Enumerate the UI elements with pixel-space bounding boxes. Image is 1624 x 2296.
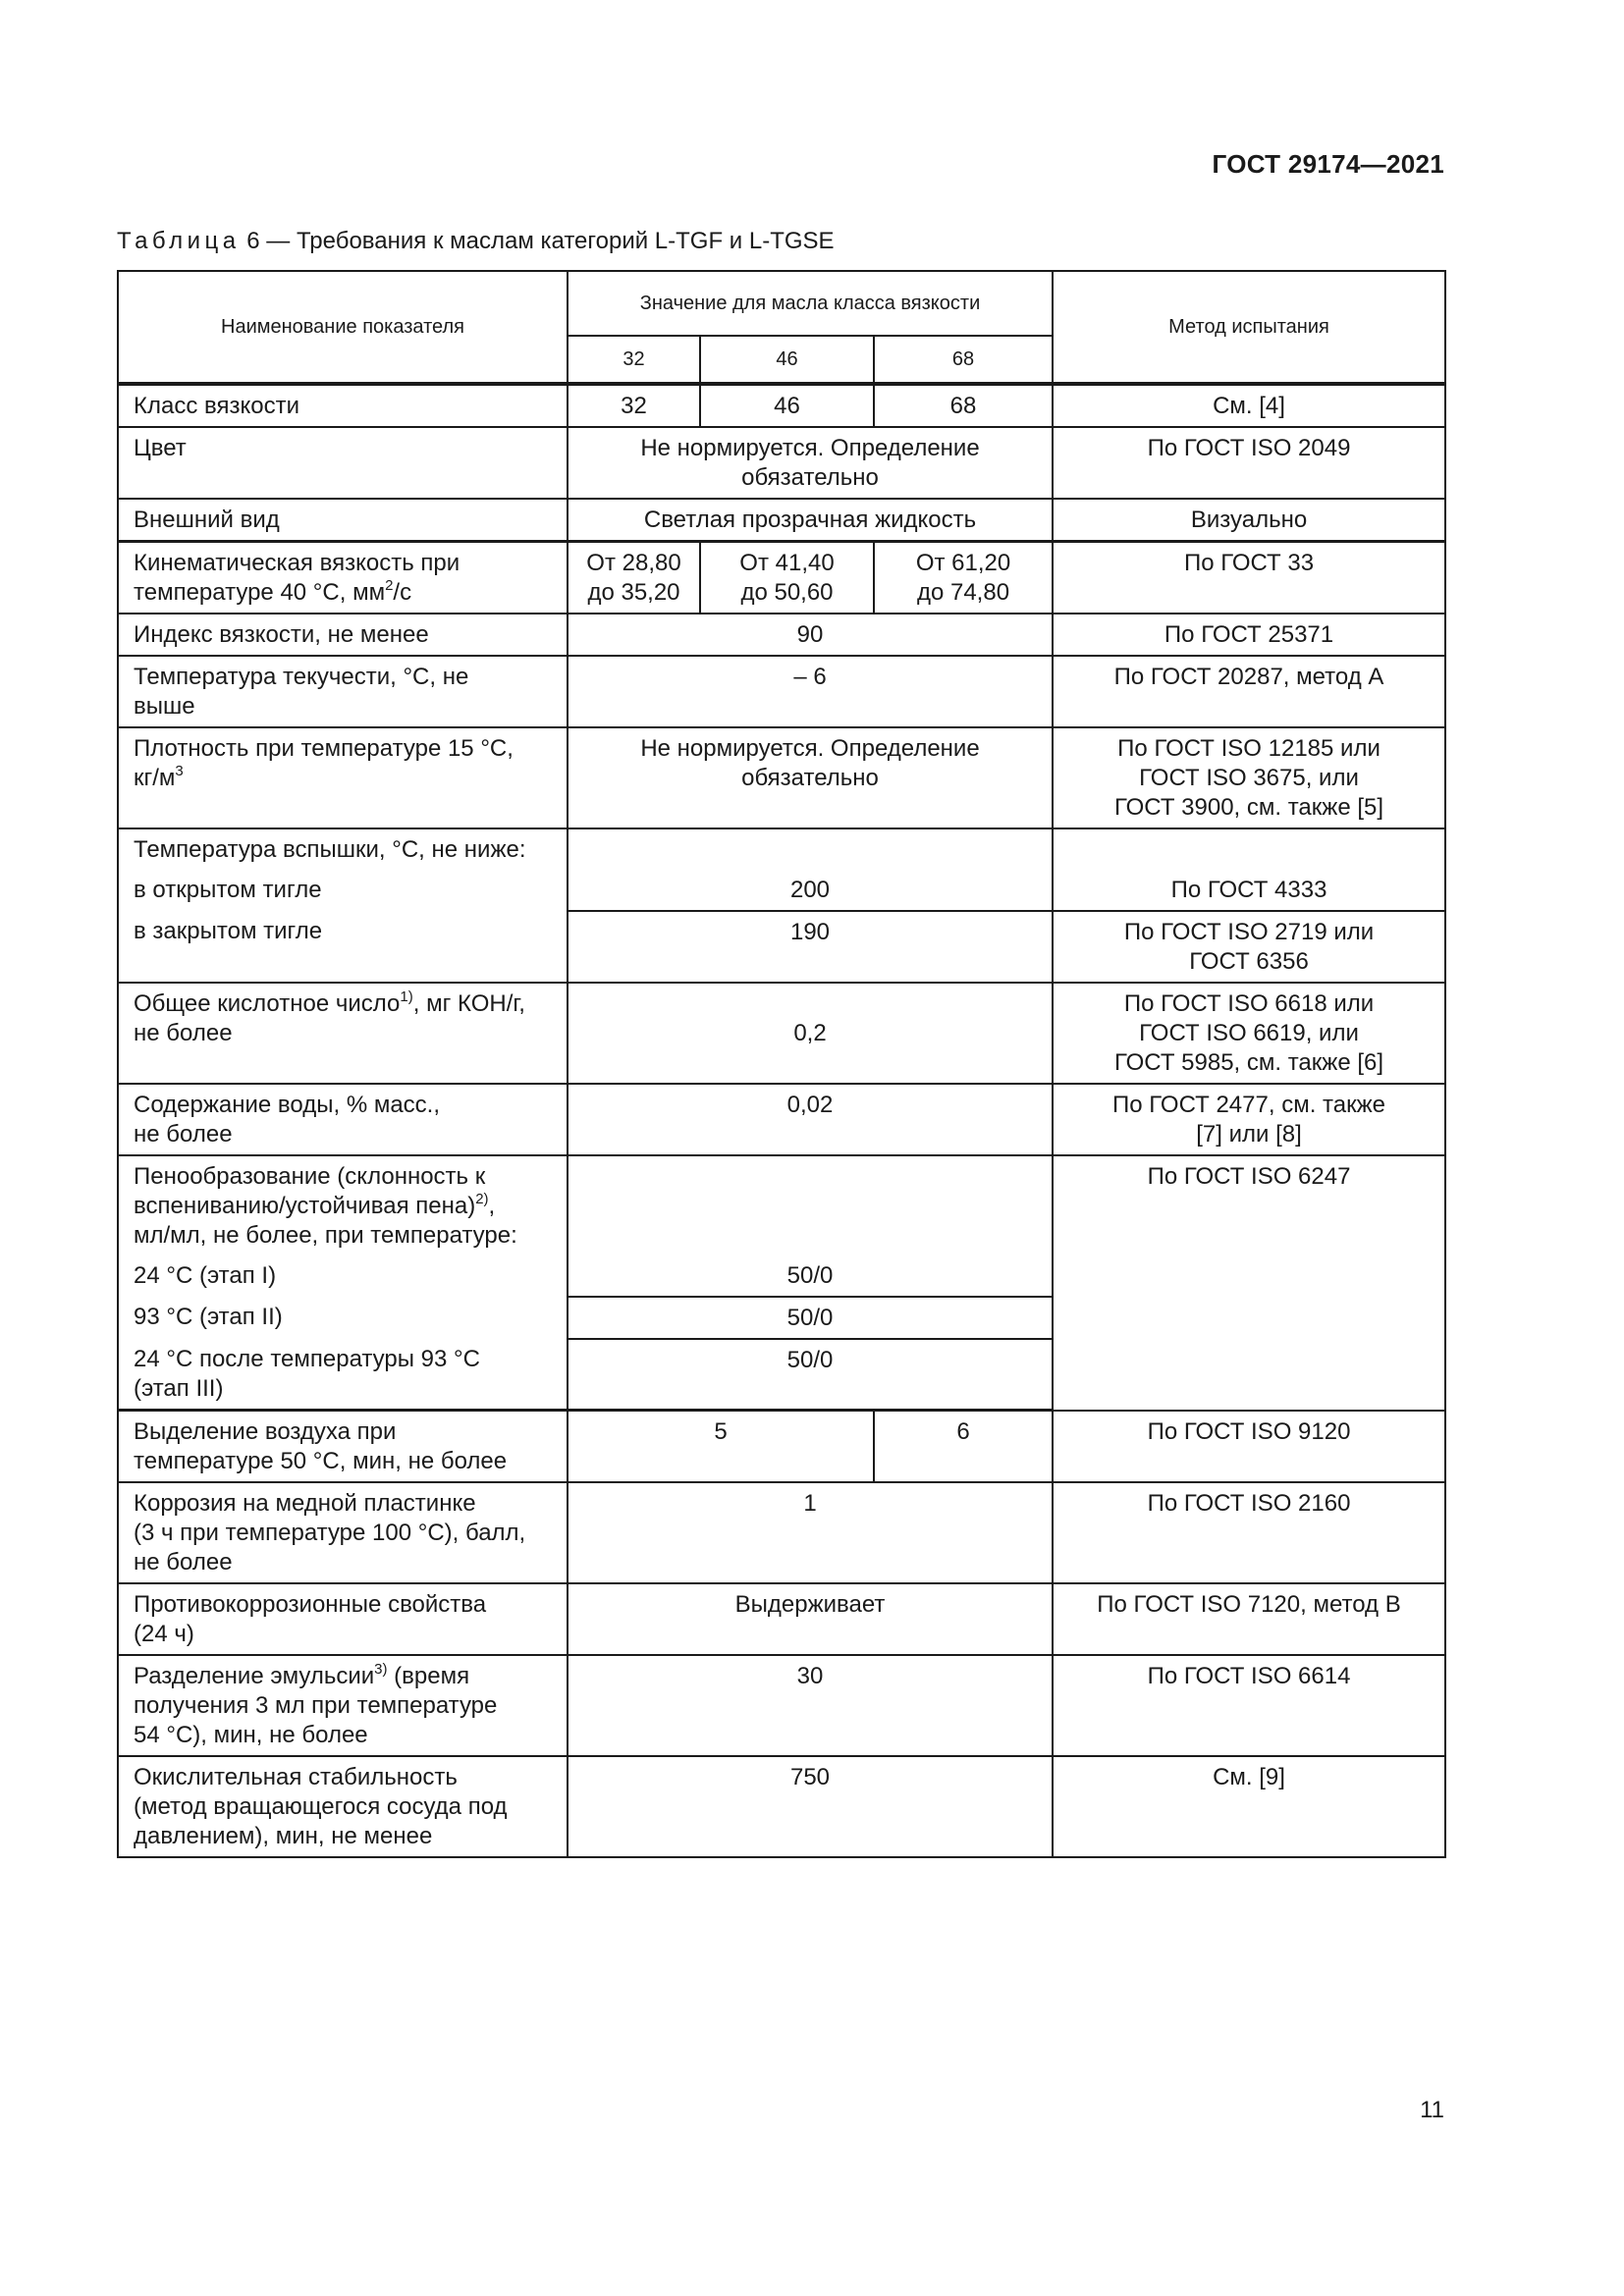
row-method: По ГОСТ ISO 6614 (1053, 1655, 1445, 1756)
row-value-68: 68 (874, 384, 1053, 427)
row-value: 0,2 (568, 983, 1053, 1084)
row-name: в закрытом тигле (118, 911, 568, 983)
row-value: 200 (568, 870, 1053, 911)
row-method: По ГОСТ ISO 9120 (1053, 1411, 1445, 1483)
row-value: 50/0 (568, 1297, 1053, 1339)
row-value: 0,02 (568, 1084, 1053, 1155)
row-value: Не нормируется. Определение обязательно (568, 427, 1053, 499)
row-name: 93 °С (этап II) (118, 1297, 568, 1339)
table-caption (117, 228, 835, 255)
table-row (118, 499, 1445, 542)
header-value: Значение для масла класса вязкости (568, 271, 1053, 336)
table-row (118, 427, 1445, 499)
row-value: 50/0 (568, 1339, 1053, 1411)
header-class-68: 68 (874, 336, 1053, 384)
row-method: По ГОСТ 2477, см. также [7] или [8] (1053, 1084, 1445, 1155)
row-value: 50/0 (568, 1255, 1053, 1297)
table-row (118, 1583, 1445, 1655)
row-method: См. [4] (1053, 384, 1445, 427)
row-name: Индекс вязкости, не менее (118, 614, 568, 656)
document-number: ГОСТ 29174—2021 (1212, 149, 1444, 179)
table-row (118, 656, 1445, 727)
header-method: Метод испытания (1053, 271, 1445, 384)
table-row (118, 1655, 1445, 1756)
table-row (118, 870, 1445, 911)
row-method: По ГОСТ ISO 7120, метод В (1053, 1583, 1445, 1655)
row-name: Выделение воздуха при температуре 50 °С, мин, не более (118, 1411, 568, 1483)
row-name: Кинематическая вязкость при температуре 40 °С, $мм^2/с$ (118, 542, 568, 614)
table-row (118, 542, 1445, 614)
row-name: Коррозия на медной пластинке (3 ч при температуре 100 °С), балл, не более (118, 1482, 568, 1583)
row-name: в открытом тигле (118, 870, 568, 911)
row-value: 30 (568, 1655, 1053, 1756)
row-method: По ГОСТ 25371 (1053, 614, 1445, 656)
row-value-68: 6 (874, 1411, 1053, 1483)
row-value: 190 (568, 911, 1053, 983)
row-method: По ГОСТ 4333 (1053, 870, 1445, 911)
page-number: 11 (1420, 2097, 1444, 2123)
row-name: 24 °С после температуры 93 °С (этап III) (118, 1339, 568, 1411)
row-value-32: 32 (568, 384, 700, 427)
row-name: Пенообразование (склонность к вспениванию/устойчивая пена)$^{2)}$, мл/мл, не более, при температуре: (118, 1155, 568, 1255)
table-row (118, 727, 1445, 828)
row-method: По ГОСТ 33 (1053, 542, 1445, 614)
row-method: По ГОСТ 20287, метод А (1053, 656, 1445, 727)
row-value-32: От 28,80 до 35,20 (568, 542, 700, 614)
row-name: Окислительная стабильность (метод вращающегося сосуда под давлением), мин, не менее (118, 1756, 568, 1857)
row-name: Цвет (118, 427, 568, 499)
row-name: Температура текучести, °С, не выше (118, 656, 568, 727)
row-value-68: От 61,20 до 74,80 (874, 542, 1053, 614)
table-row (118, 911, 1445, 983)
table-row (118, 1411, 1445, 1483)
row-name: Плотность при температуре 15 °С, $кг/м^3$ (118, 727, 568, 828)
table-row (118, 384, 1445, 427)
row-value: Не нормируется. Определение обязательно (568, 727, 1053, 828)
row-value-46: 46 (700, 384, 874, 427)
table-caption-text: 6 — Требования к маслам категорий L-TGF и L-TGSE (246, 228, 835, 254)
row-value-46: От 41,40 до 50,60 (700, 542, 874, 614)
table-row (118, 828, 1445, 870)
header-class-46: 46 (700, 336, 874, 384)
table-row (118, 614, 1445, 656)
row-method: По ГОСТ ISO 6618 или ГОСТ ISO 6619, или ГОСТ 5985, см. также [6] (1053, 983, 1445, 1084)
table-row (118, 983, 1445, 1084)
row-name: Противокоррозионные свойства (24 ч) (118, 1583, 568, 1655)
row-method: Визуально (1053, 499, 1445, 542)
row-name: Температура вспышки, °С, не ниже: (118, 828, 568, 870)
row-name: Содержание воды, % масс., не более (118, 1084, 568, 1155)
header-name: Наименование показателя (118, 271, 568, 384)
table-caption-label: Таблица (117, 228, 241, 254)
row-method: По ГОСТ ISO 6247 (1053, 1155, 1445, 1411)
header-class-32: 32 (568, 336, 700, 384)
row-name: Класс вязкости (118, 384, 568, 427)
row-value: 750 (568, 1756, 1053, 1857)
row-value: Выдерживает (568, 1583, 1053, 1655)
row-value-32-46: 5 (568, 1411, 874, 1483)
requirements-table (117, 270, 1446, 1858)
table-row (118, 1756, 1445, 1857)
row-method: По ГОСТ ISO 2049 (1053, 427, 1445, 499)
row-value: 1 (568, 1482, 1053, 1583)
row-name: 24 °С (этап I) (118, 1255, 568, 1297)
row-value: Светлая прозрачная жидкость (568, 499, 1053, 542)
table-row (118, 1155, 1445, 1255)
table-row (118, 1084, 1445, 1155)
row-method: См. [9] (1053, 1756, 1445, 1857)
row-method: По ГОСТ ISO 2160 (1053, 1482, 1445, 1583)
row-method: По ГОСТ ISO 2719 или ГОСТ 6356 (1053, 911, 1445, 983)
table-row (118, 1482, 1445, 1583)
row-value: 90 (568, 614, 1053, 656)
row-name: Общее кислотное число$^{1)}$, мг КОН/г, не более (118, 983, 568, 1084)
row-method: По ГОСТ ISO 12185 или ГОСТ ISO 3675, или ГОСТ 3900, см. также [5] (1053, 727, 1445, 828)
row-name: Внешний вид (118, 499, 568, 542)
row-value: – 6 (568, 656, 1053, 727)
row-name: Разделение эмульсии$^{3)}$ (время получения 3 мл при температуре 54 °С), мин, не более (118, 1655, 568, 1756)
